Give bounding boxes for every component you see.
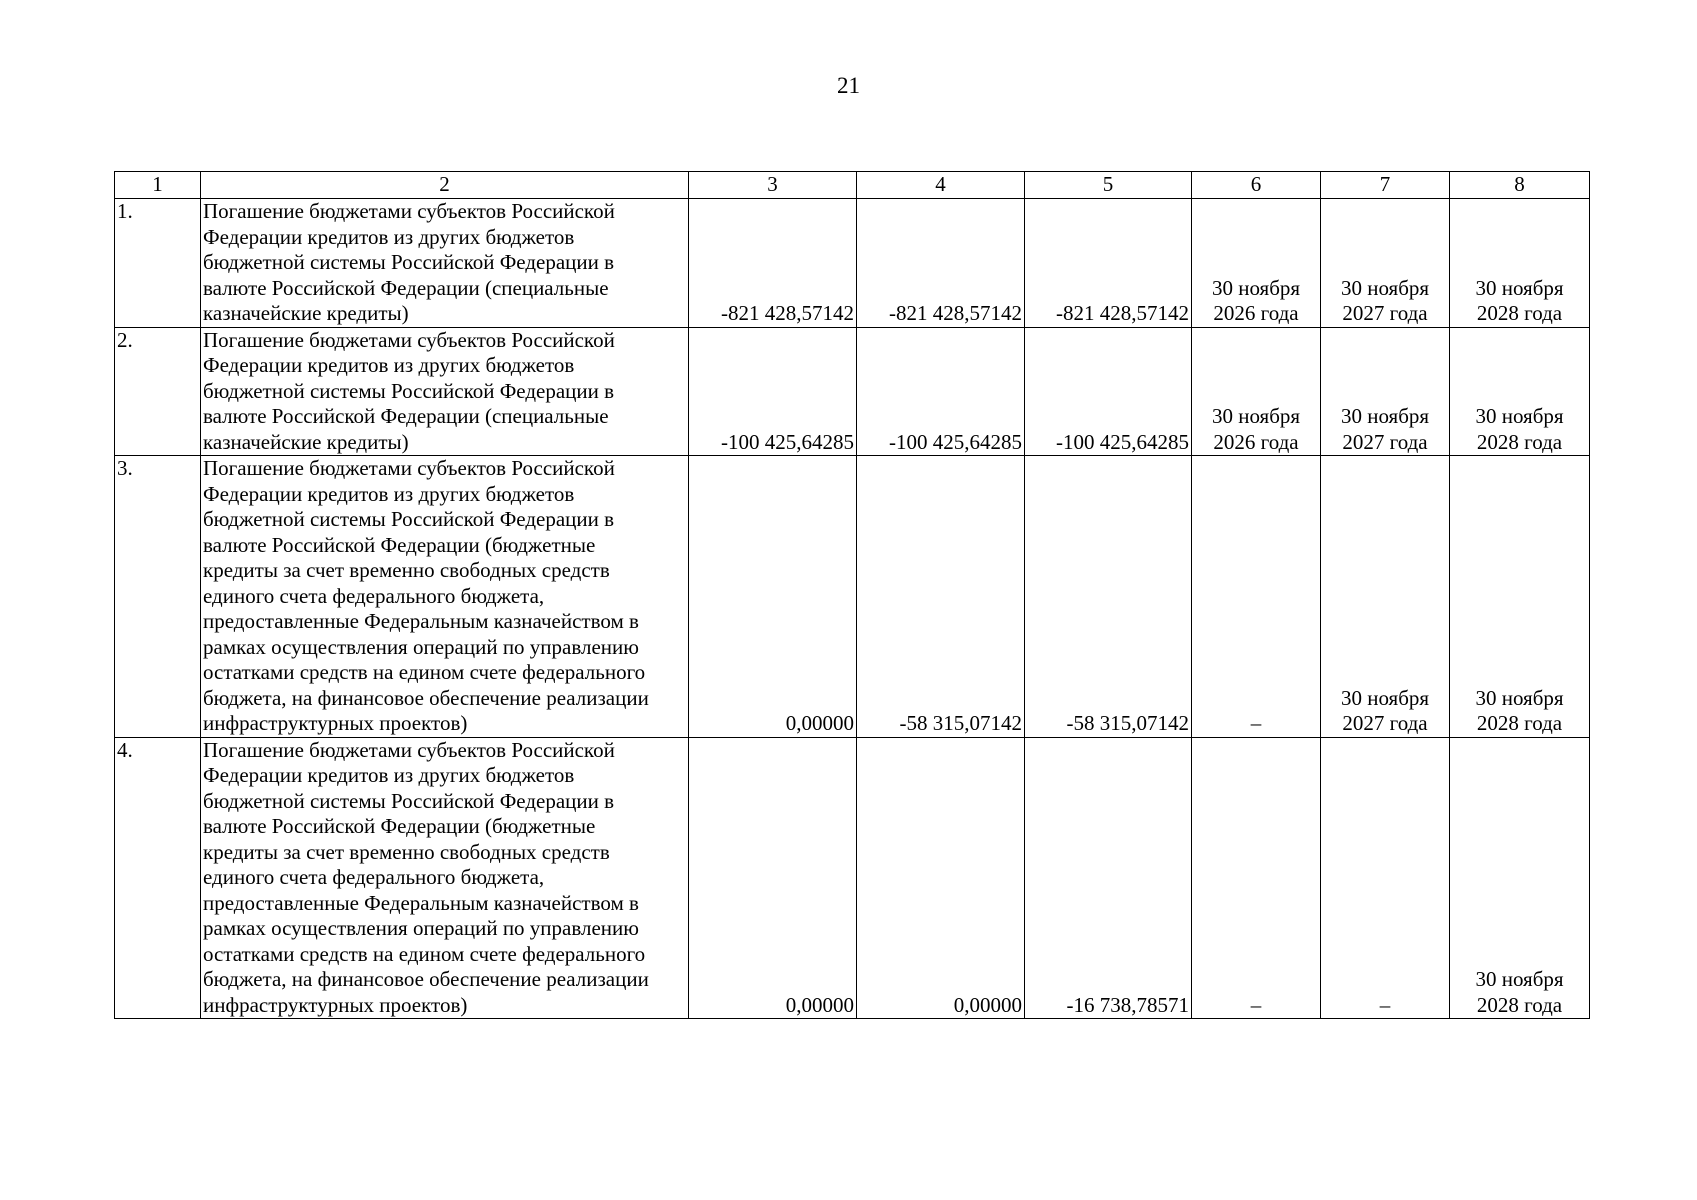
description-line: рамках осуществления операций по управлению: [203, 634, 639, 659]
description-line: бюджета, на финансовое обеспечение реализации: [203, 685, 649, 710]
repayment-date-cell: [1450, 737, 1590, 1019]
header-cell: 4: [857, 172, 1025, 199]
amount-cell: -58 315,07142: [857, 456, 1025, 738]
amount-cell: 0,00000: [689, 737, 857, 1019]
description-line: Федерации кредитов из других бюджетов: [203, 224, 575, 249]
description-line: Федерации кредитов из других бюджетов: [203, 763, 575, 787]
date-line: 30 ноября: [1475, 967, 1564, 991]
amount-cell: -821 428,57142: [689, 199, 857, 328]
description-line: бюджетной системы Российской Федерации в: [203, 250, 615, 274]
header-cell: 8: [1450, 172, 1590, 199]
description-line: Погашение бюджетами субъектов Российской: [203, 327, 615, 352]
date-line: 2028 года: [1476, 301, 1563, 325]
date-line: 2026 года: [1213, 429, 1299, 454]
date-line: –: [1250, 711, 1262, 735]
date-line: 2028 года: [1476, 429, 1563, 454]
description-line: валюте Российской Федерации (специальные: [203, 275, 609, 300]
description-line: остатками средств на едином счете федерального: [203, 941, 646, 966]
description-line: Погашение бюджетами субъектов Российской: [203, 737, 615, 762]
date-line: 30 ноября: [1475, 275, 1564, 300]
description-line: кредиты за счет временно свободных средств: [203, 558, 610, 582]
date-line: 30 ноября: [1475, 685, 1564, 710]
description-line: инфраструктурных проектов): [203, 992, 468, 1017]
amount-cell: -16 738,78571: [1025, 737, 1192, 1019]
description-line: кредиты за счет временно свободных средств: [203, 839, 610, 864]
description-line: казначейские кредиты): [203, 429, 409, 454]
repayment-date-cell: [1321, 327, 1450, 456]
row-description: [201, 456, 689, 738]
header-cell: 1: [115, 172, 201, 199]
header-row: [115, 172, 1590, 199]
date-line: 2028 года: [1476, 711, 1563, 735]
date-line: 2028 года: [1476, 992, 1563, 1017]
header-cell: 2: [201, 172, 689, 199]
row-number: 2.: [115, 327, 201, 456]
table-row: [115, 199, 1590, 328]
date-line: 30 ноября: [1340, 275, 1430, 300]
date-line: 2026 года: [1213, 301, 1299, 325]
repayment-date-cell: [1321, 456, 1450, 738]
amount-cell: -100 425,64285: [1025, 327, 1192, 456]
description-line: Федерации кредитов из других бюджетов: [203, 353, 575, 377]
repayment-date-cell: [1192, 737, 1321, 1019]
description-line: предоставленные Федеральным казначейством в: [203, 609, 639, 633]
row-number: 1.: [115, 199, 201, 328]
description-line: бюджетной системы Российской Федерации в: [203, 788, 615, 813]
amount-cell: -58 315,07142: [1025, 456, 1192, 738]
repayment-date-cell: [1192, 199, 1321, 328]
description-line: казначейские кредиты): [203, 301, 409, 325]
amount-cell: 0,00000: [857, 737, 1025, 1019]
amount-cell: -100 425,64285: [857, 327, 1025, 456]
row-description: [201, 327, 689, 456]
date-line: 2027 года: [1342, 711, 1428, 735]
description-line: бюджетной системы Российской Федерации в: [203, 507, 615, 531]
description-line: остатками средств на едином счете федерального: [203, 660, 646, 684]
description-line: валюте Российской Федерации (бюджетные: [203, 532, 596, 557]
description-line: единого счета федерального бюджета,: [203, 583, 545, 608]
budget-table: [114, 171, 1590, 1019]
description-line: Погашение бюджетами субъектов Российской: [203, 199, 615, 223]
page-number: 21: [837, 73, 860, 98]
row-number: 4.: [115, 737, 201, 1019]
description-line: Федерации кредитов из других бюджетов: [203, 481, 575, 506]
repayment-date-cell: [1450, 199, 1590, 328]
repayment-date-cell: [1450, 327, 1590, 456]
description-line: единого счета федерального бюджета,: [203, 865, 545, 889]
row-description: [201, 199, 689, 328]
date-line: 30 ноября: [1211, 275, 1301, 300]
description-line: бюджета, на финансовое обеспечение реализации: [203, 967, 649, 991]
date-line: 30 ноября: [1340, 404, 1430, 428]
amount-cell: -821 428,57142: [857, 199, 1025, 328]
description-line: инфраструктурных проектов): [203, 711, 468, 735]
amount-cell: 0,00000: [689, 456, 857, 738]
repayment-date-cell: [1192, 456, 1321, 738]
repayment-date-cell: [1450, 456, 1590, 738]
header-cell: 7: [1321, 172, 1450, 199]
date-line: 30 ноября: [1340, 685, 1430, 710]
header-cell: 3: [689, 172, 857, 199]
date-line: 2027 года: [1342, 429, 1428, 454]
table-row: [115, 456, 1590, 738]
header-cell: 5: [1025, 172, 1192, 199]
date-line: –: [1250, 992, 1262, 1017]
date-line: –: [1379, 992, 1391, 1017]
table-row: [115, 327, 1590, 456]
row-number: 3.: [115, 456, 201, 738]
description-line: Погашение бюджетами субъектов Российской: [203, 456, 615, 480]
repayment-date-cell: [1192, 327, 1321, 456]
description-line: бюджетной системы Российской Федерации в: [203, 378, 615, 403]
description-line: валюте Российской Федерации (специальные: [203, 404, 609, 428]
header-cell: 6: [1192, 172, 1321, 199]
date-line: 30 ноября: [1475, 404, 1564, 428]
date-line: 30 ноября: [1211, 404, 1301, 428]
description-line: рамках осуществления операций по управлению: [203, 916, 639, 940]
repayment-date-cell: [1321, 199, 1450, 328]
date-line: 2027 года: [1342, 301, 1428, 325]
table-row: [115, 737, 1590, 1019]
row-description: [201, 737, 689, 1019]
amount-cell: -821 428,57142: [1025, 199, 1192, 328]
repayment-date-cell: [1321, 737, 1450, 1019]
amount-cell: -100 425,64285: [689, 327, 857, 456]
description-line: предоставленные Федеральным казначейством в: [203, 890, 639, 915]
description-line: валюте Российской Федерации (бюджетные: [203, 814, 596, 838]
